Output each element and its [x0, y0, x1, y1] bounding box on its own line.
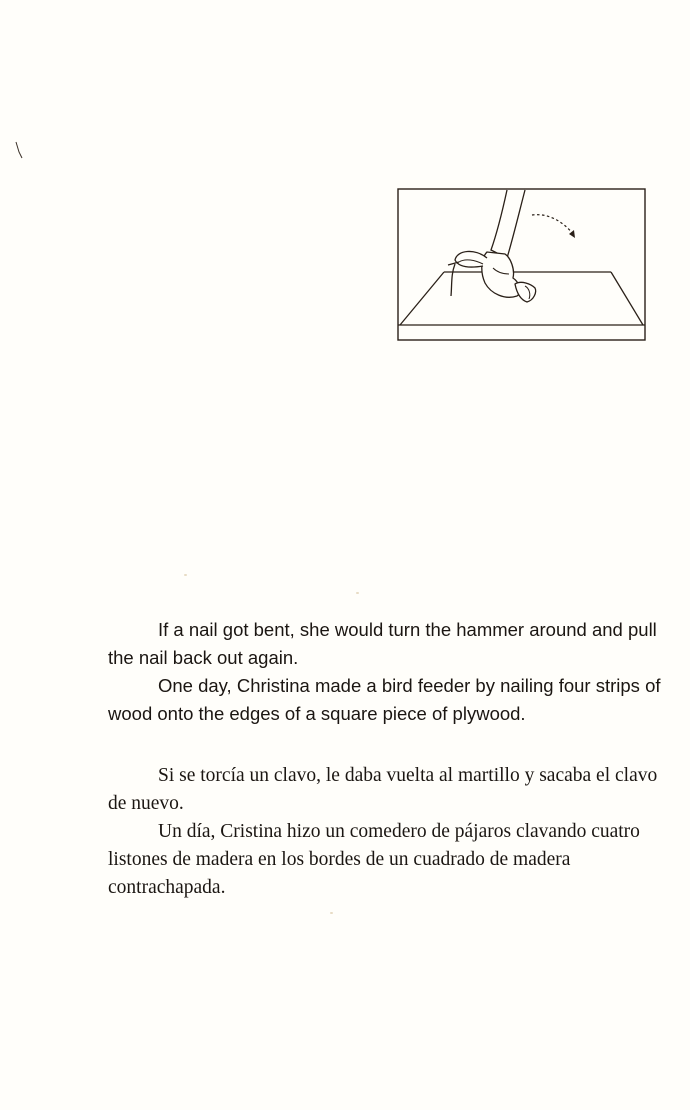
english-text	[108, 616, 668, 728]
english-paragraph: One day, Christina made a bird feeder by nailing four strips of wood onto the edges of a square piece of plywood.	[108, 675, 661, 724]
stray-mark-icon	[14, 140, 24, 160]
hammer-pulling-nail-icon	[397, 188, 647, 342]
spanish-paragraph: Un día, Cristina hizo un comedero de pájaros clavando cuatro listones de madera en los bordes de un cuadrado de madera contrachapada.	[108, 821, 640, 898]
english-paragraph: If a nail got bent, she would turn the hammer around and pull the nail back out again.	[108, 619, 657, 668]
spanish-paragraph: Si se torcía un clavo, le daba vuelta al martillo y sacaba el clavo de nuevo.	[108, 765, 658, 814]
paper-speck	[330, 912, 333, 914]
spanish-text	[108, 762, 668, 902]
paper-speck	[184, 574, 187, 576]
paper-speck	[356, 592, 359, 594]
